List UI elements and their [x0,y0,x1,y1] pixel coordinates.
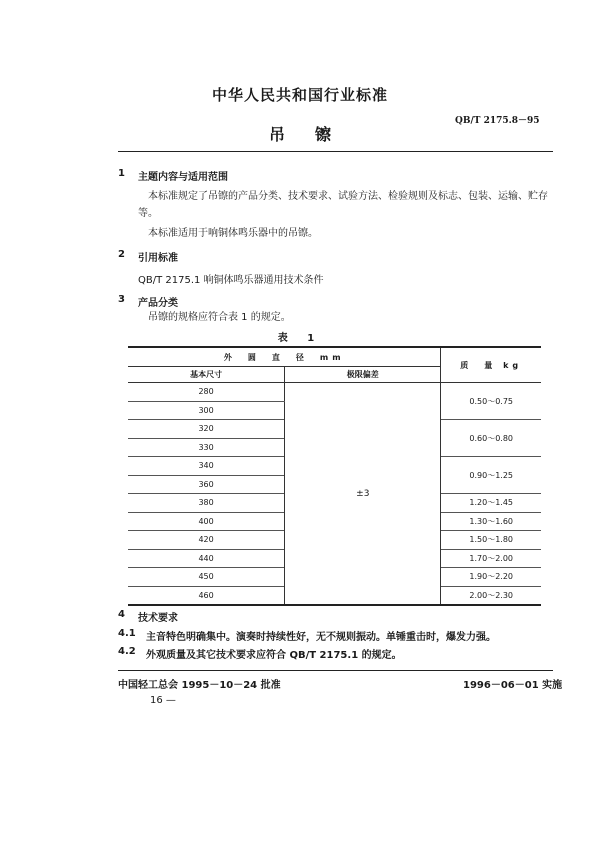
standard-code: QB/T 2175.8－95 [455,116,540,126]
section-1-paragraph-2: 本标准适用于响铜体鸣乐器中的吊镲。 [148,228,318,239]
table-cell-size: 400 [128,512,285,531]
section-3-paragraph: 吊镲的规格应符合表 1 的规定。 [148,312,291,323]
table-cell-size: 340 [128,457,285,476]
table-cell-size: 450 [128,568,285,587]
effective-date: 1996－06－01 实施 [463,680,563,691]
clause-4-2-number: 4.2 [118,646,136,657]
header-mass: 质 量 kg [441,347,541,383]
section-3-number: 3 [118,294,125,305]
table-cell-size: 440 [128,549,285,568]
clause-4-1-text: 主音特色明确集中。演奏时持续性好，无不规则振动。单锤重击时，爆发力强。 [146,632,496,643]
section-4-title: 技术要求 [138,613,178,624]
table-cell-mass: 1.20～1.45 [441,494,541,513]
section-3-title: 产品分类 [138,298,178,309]
header-rule [118,151,553,152]
table-cell-size: 330 [128,438,285,457]
section-2-paragraph: QB/T 2175.1 响铜体鸣乐器通用技术条件 [138,275,324,286]
section-2-title: 引用标准 [138,253,178,264]
document-title: 吊镲 [268,125,361,144]
clause-4-1-number: 4.1 [118,628,136,639]
clause-4-2-text: 外观质量及其它技术要求应符合 QB/T 2175.1 的规定。 [146,650,402,661]
table-cell-size: 360 [128,475,285,494]
table-cell-mass: 1.90～2.20 [441,568,541,587]
table-cell-size: 420 [128,531,285,550]
table-cell-mass: 1.70～2.00 [441,549,541,568]
section-2-number: 2 [118,249,125,260]
section-1-paragraph-1: 本标准规定了吊镲的产品分类、技术要求、试验方法、检验规则及标志、包装、运输、贮存等。 [138,191,548,219]
footer-rule [118,670,553,671]
section-4-number: 4 [118,609,125,620]
table-cell-size: 380 [128,494,285,513]
table-cell-size: 460 [128,586,285,605]
table-cell-mass: 2.00～2.30 [441,586,541,605]
spec-table [128,346,541,606]
org-title: 中华人民共和国行业标准 [211,86,388,104]
table-cell-mass: 0.60～0.80 [441,420,541,457]
table-cell-size: 320 [128,420,285,439]
header-outer-diameter: 外 圆 直 径 mm [128,347,441,367]
table-cell-mass: 0.50～0.75 [441,383,541,420]
section-1-title: 主题内容与适用范围 [138,172,228,183]
header-tolerance: 极限偏差 [285,367,441,383]
table-cell-tolerance: ±3 [285,383,441,606]
header-base-size: 基本尺寸 [128,367,285,383]
approval-note: 中国轻工总会 1995－10－24 批准 [118,680,281,691]
table-cell-mass: 1.50～1.80 [441,531,541,550]
table-cell-mass: 1.30～1.60 [441,512,541,531]
table-cell-size: 300 [128,401,285,420]
table-cell-size: 280 [128,383,285,402]
table-caption: 表 1 [277,333,323,344]
page-number: 16 — [150,695,176,706]
section-1-number: 1 [118,168,125,179]
table-cell-mass: 0.90～1.25 [441,457,541,494]
